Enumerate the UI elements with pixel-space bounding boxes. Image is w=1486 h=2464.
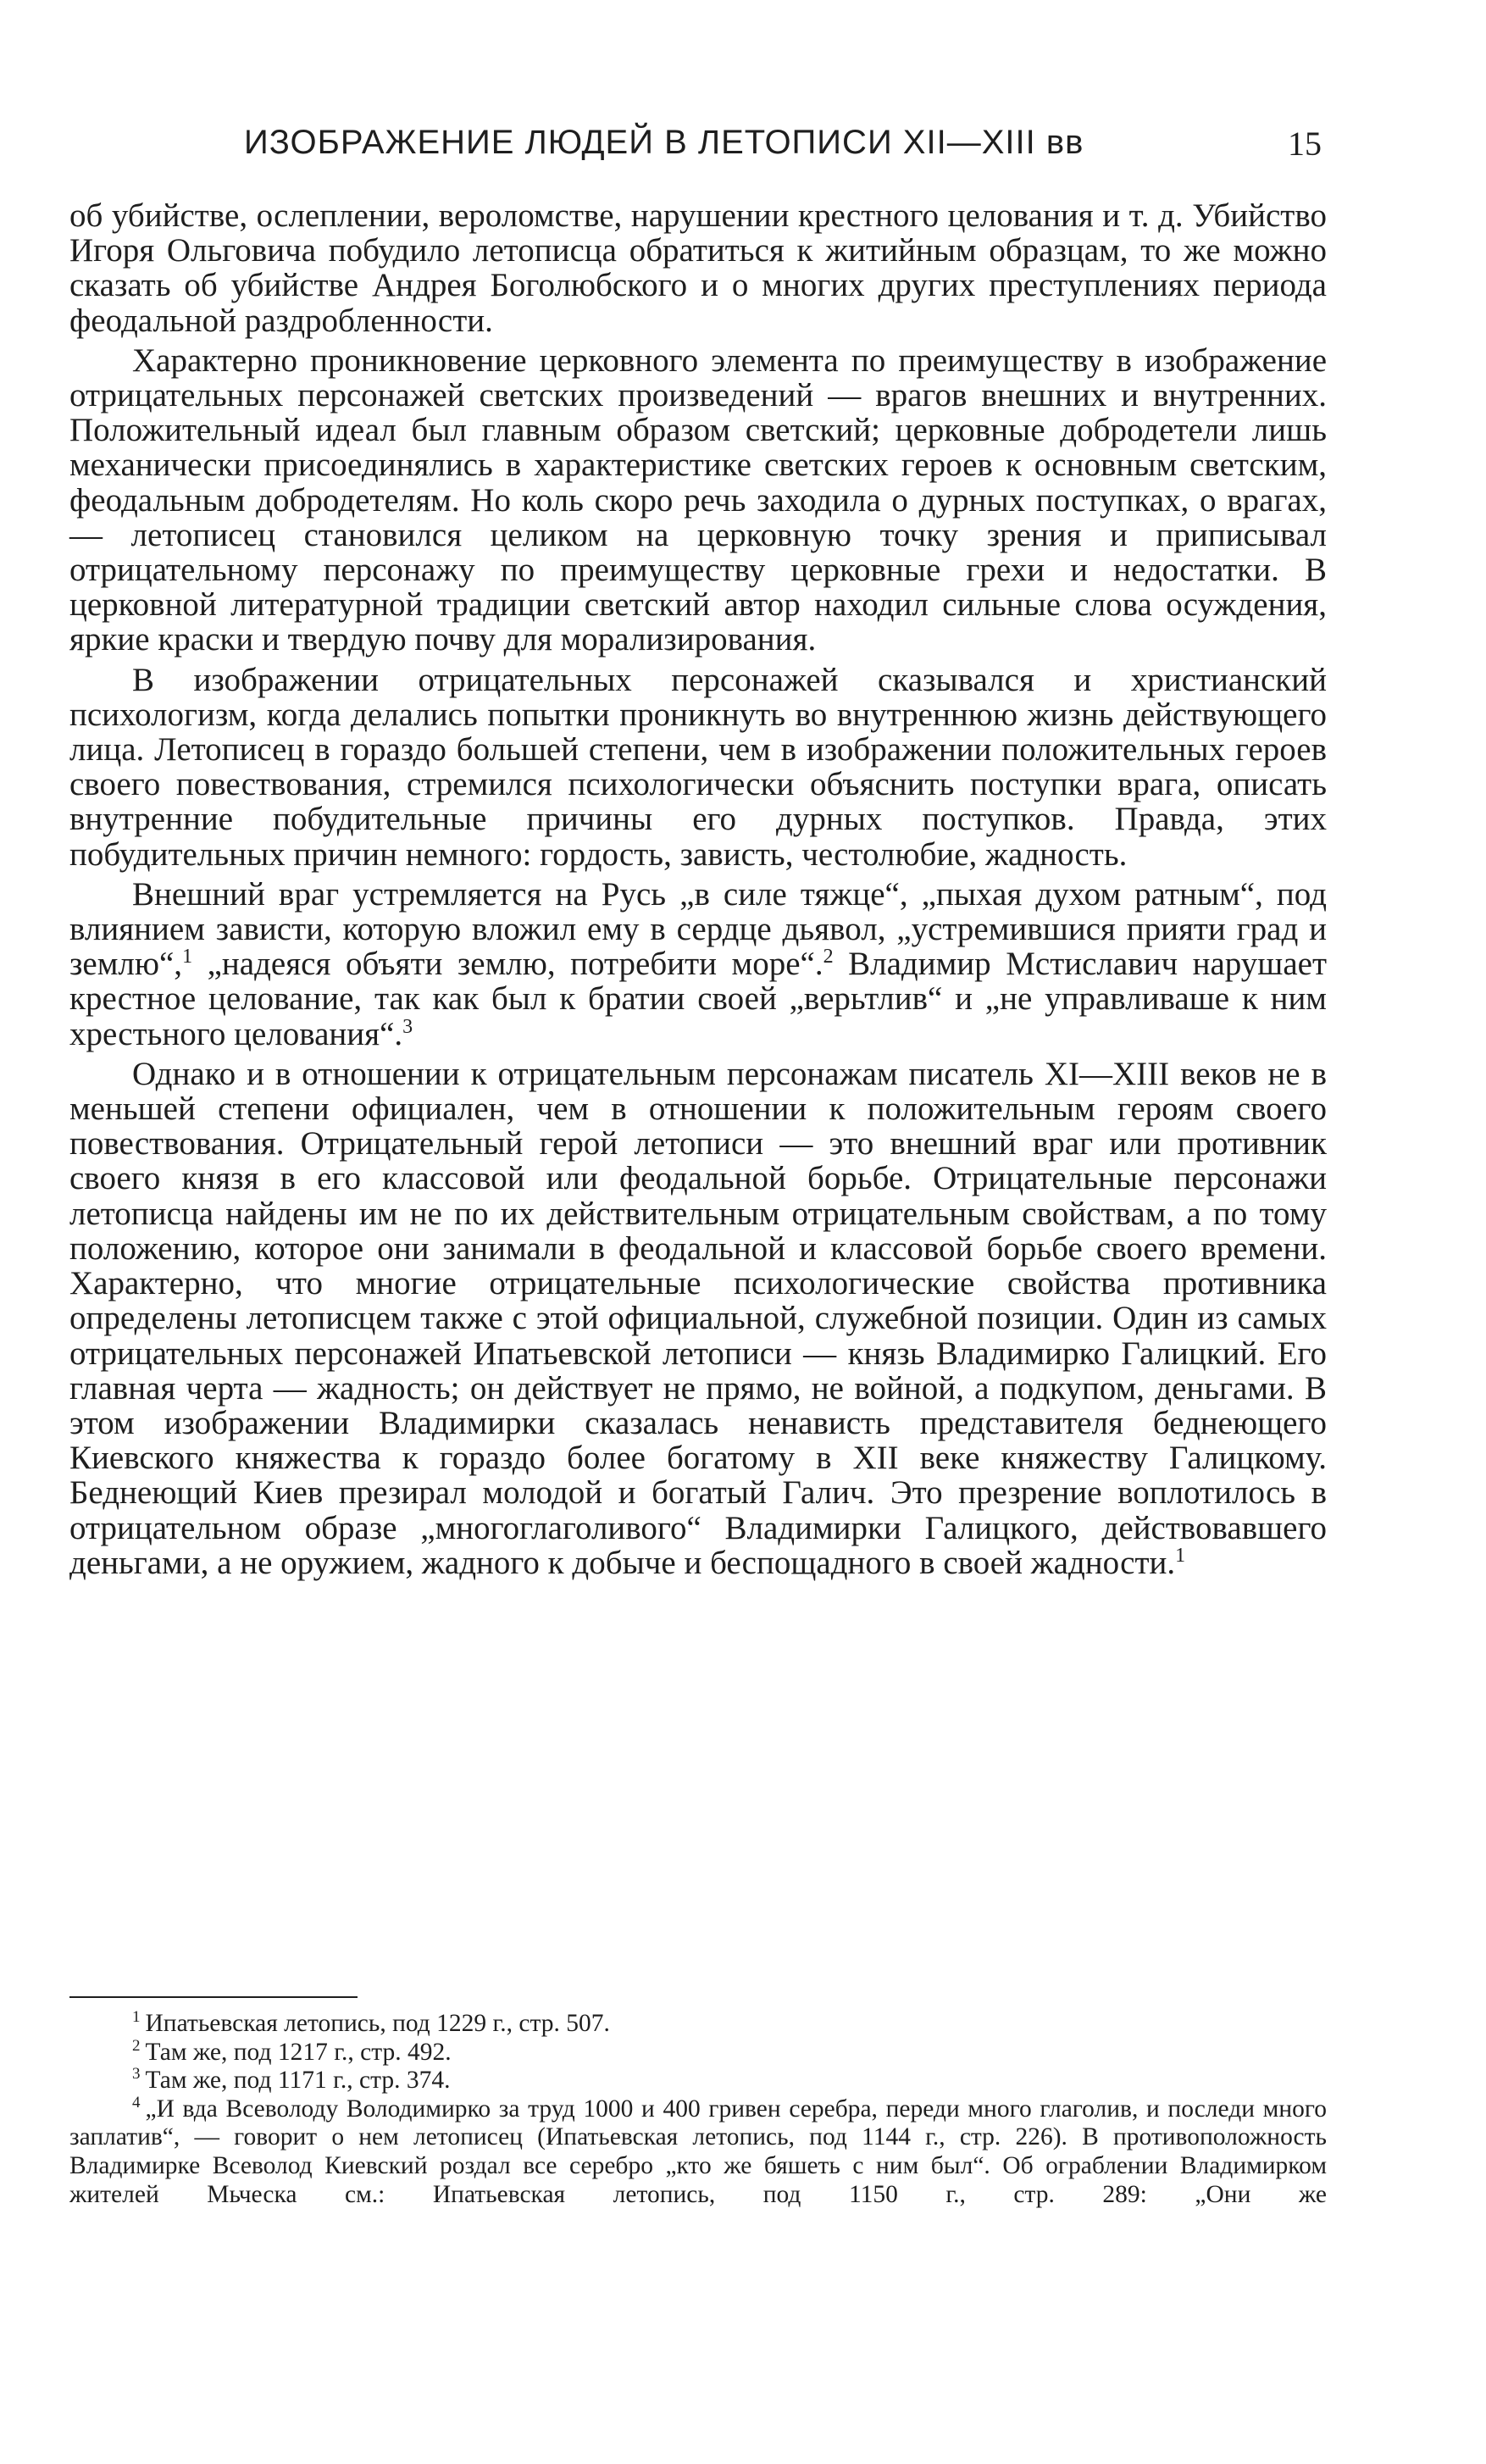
footnote-ref-1: 1 (182, 946, 193, 968)
paragraph-4-text-2: „надеяся объяти землю, потребити море“. (192, 946, 823, 983)
page-header (69, 124, 1327, 175)
footnote-1-mark: 1 (132, 2008, 141, 2027)
paragraph-1: об убийстве, ослеплении, вероломстве, нарушении крестного целования и т. д. Убийство Игоря Ольговича побудило летописца обратиться к житийным образцам, то же можно сказать об убийстве Андрея Боголюбского и о многих других преступлениях периода феодальной раздробленности. (69, 197, 1327, 339)
footnotes (69, 2010, 1327, 2209)
footnote-4 (69, 2095, 1327, 2209)
footnote-ref-2: 2 (823, 946, 834, 968)
footnote-2-text: Там же, под 1217 г., стр. 492. (145, 2038, 452, 2066)
footnote-3-text: Там же, под 1171 г., стр. 374. (145, 2067, 451, 2095)
footnote-4-text: „И вда Всеволоду Володимирко за труд 1000 и 400 гривен серебра, переди много глаголив, и последи много заплатив“, — говорит о нем летописец (Ипатьевская летопись, под 1144 г., стр. 226). В противоположность Владимирке Всеволод Киевский роздал все серебро „кто же бяшеть с ним был“. Об ограблении Владимирком жителей Мьческа см.: Ипатьевская летопись, под 1150 г., стр. 289: „Они же (69, 2095, 1327, 2208)
footnote-4-mark: 4 (132, 2093, 141, 2112)
paragraph-5-text: Однако и в отношении к отрицательным персонажам писатель XI—XIII веков не в меньшей степени официален, чем в отношении к положительным героям своего повествования. Отрицательный герой летописи — это внешний враг или противник своего князя в его классовой или феодальной борьбе. Отрицательные персонажи летописца найдены им не по их действительным отрицательным свойствам, а по тому положению, которое они занимали в феодальной и классовой борьбе своего времени. Характерно, что многие отрицательные психологические свойства противника определены летописцем также с этой официальной, служебной позиции. Один из самых отрицательных персонажей Ипатьевской летописи — князь Владимирко Галицкий. Его главная черта — жадность; он действует не прямо, не войной, а подкупом, деньгами. В этом изображении Владимирки сказалась ненависть представителя беднеющего Киевского княжества к гораздо более богатому в XII веке княжеству Галицкому. Беднеющий Киев презирал молодой и богатый Галич. Это презрение воплотилось в отрицательном образе „многоглаголивого“ Владимирки Галицкого, действовавшего деньгами, а не оружием, жадного к добыче и беспощадного в своей жадности. (69, 1055, 1327, 1581)
footnote-2 (69, 2036, 1327, 2067)
paragraph-3: В изображении отрицательных персонажей сказывался и христианский психологизм, когда делались попытки проникнуть во внутреннюю жизнь действующего лица. Летописец в гораздо большей степени, чем в изображении положительных героев своего повествования, стремился психологически объяснить поступки врага, описать внутренние побудительные причины его дурных поступков. Правда, этих побудительных причин немного: гордость, зависть, честолюбие, жадность. (69, 661, 1327, 873)
footnote-3 (69, 2067, 1327, 2095)
paragraph-4 (69, 877, 1327, 1052)
footnote-3-mark: 3 (132, 2065, 141, 2084)
footnote-2-mark: 2 (132, 2036, 141, 2055)
paragraph-4-text-1: Внешний враг устремляется на Русь „в силе тяжце“, „пыхая духом ратным“, под влиянием зависти, которую вложил ему в сердце дьявол, „устремившися прияти град и землю“, (69, 875, 1327, 983)
book-page (69, 0, 1327, 2464)
body-text (69, 198, 1327, 1585)
footnote-ref-4: 1 (1175, 1544, 1186, 1567)
paragraph-5 (69, 1057, 1327, 1580)
running-title: ИЗОБРАЖЕНИЕ ЛЮДЕЙ В ЛЕТОПИСИ XII—XIII вв (244, 124, 1084, 161)
paragraph-2: Характерно проникновение церковного элемента по преимуществу в изображение отрицательных персонажей светских произведений — врагов внешних и внутренних. Положительный идеал был главным образом светский; церковные добродетели лишь механически присоединялись в характеристике светских героев к основным светским, феодальным добродетелям. Но коль скоро речь заходила о дурных поступках, о врагах, — летописец становился целиком на церковную точку зрения и приписывал отрицательному персонажу по преимуществу церковные грехи и недостатки. В церковной литературной традиции светский автор находил сильные слова осуждения, яркие краски и твердую почву для морализирования. (69, 341, 1327, 658)
footnote-ref-3: 3 (402, 1015, 413, 1038)
footnote-1-text: Ипатьевская летопись, под 1229 г., стр. 507. (145, 2010, 610, 2037)
footnote-divider (69, 1996, 358, 1998)
paragraph-4-text-3: Владимир Мстиславич нарушает крестное целование, так как был к братии своей „верьтлив“ и „не управливаше к ним хрестьного целования“. (69, 946, 1327, 1052)
page-number: 15 (1288, 125, 1322, 163)
footnote-1 (69, 2010, 1327, 2039)
